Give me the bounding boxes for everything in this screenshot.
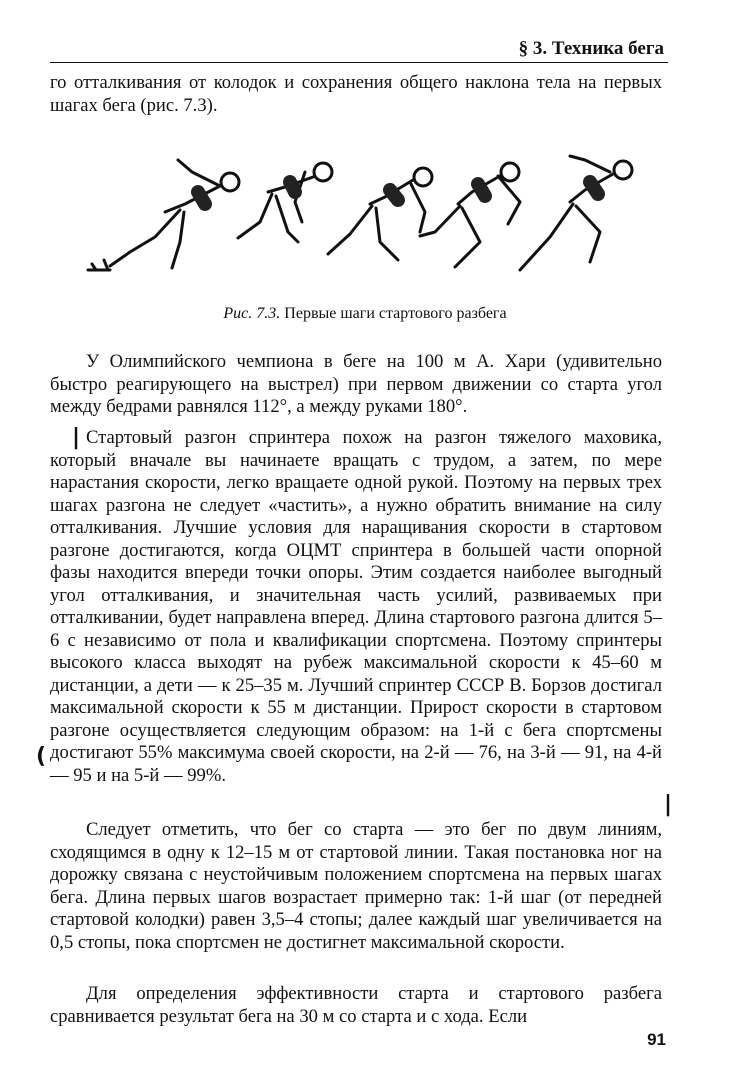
paragraph-continuation: го отталкивания от колодок и сохранения общего наклона тела на первых шагах бега (рис. 7.3).: [50, 72, 662, 116]
paragraph-hary: У Олимпийского чемпиона в беге на 100 м А. Хари (удивительно быстро реагирующего на выстрел) при первом движении со старта угол между бедрами равнялся 112°, а между руками 180°.: [50, 351, 662, 417]
figure-label: Рис. 7.3.: [223, 305, 281, 322]
section-title: § 3. Техника бега: [518, 38, 664, 59]
running-header: [50, 36, 668, 63]
runner-4-icon: [420, 163, 520, 267]
sprinter-start-figure: [80, 142, 660, 287]
runner-1-icon: [110, 160, 239, 268]
margin-paren-mark: (: [36, 744, 47, 769]
paragraph-efficiency: Для определения эффективности старта и стартового разбега сравнивается результат бега на 30 м со старта и с хода. Если: [50, 983, 662, 1027]
margin-bracket-mark: |: [72, 425, 81, 450]
margin-bracket-mark: |: [664, 792, 673, 817]
paragraph-acceleration: Стартовый разгон спринтера похож на разгон тяжелого маховика, который вначале вы начинаете вращать с трудом, а затем, по мере нарастания скорости, легко вращаете одной рукой. Поэтому на первых трех шагах разгона не следует «частить», а нужно обратить внимание на силу отталкивания. Лучшие условия для наращивания скорости в стартовом разгоне достигаются, когда ОЦМТ спринтера в большей части опорной фазы находится впереди точки опоры. Этим создается наиболее выгодный угол отталкивания, и значительная часть усилий, развиваемых при отталкивании, будет направлена вперед. Длина стартового разгона длится 5–6 с независимо от пола и квалификации спортсмена. Поэтому спринтеры высокого класса выходят на рубеж максимальной скорости к 45–60 м дистанции, а дети — к 25–35 м. Лучший спринтер СССР В. Борзов достигал максимальной скорости к 55 м дистанции. Прирост скорости в стартовом разгоне осуществляется следующим образом: на 1-й с бега спортсмены достигают 55% максимума своей скорости, на 2-й — 76, на 3-й — 91, на 4-й — 95 и на 5-й — 99%.: [50, 427, 662, 786]
starting-blocks-icon: [88, 260, 110, 270]
runner-5-icon: [520, 156, 632, 270]
paragraph-two-lines: Следует отметить, что бег со старта — это бег по двум линиям, сходящимся в одну к 12–15 м от стартовой линии. Такая постановка ног на дорожку связана с неустойчивым положением спортсмена на первых шагах бега. Длина первых шагов возрастает примерно так: 1-й шаг (от передней стартовой колодки) равен 3,5–4 стопы; далее каждый шаг увеличивается на 0,5 стопы, пока спортсмен не достигнет максимальной скорости.: [50, 819, 662, 953]
runner-2-icon: [238, 163, 332, 242]
figure-caption: [0, 305, 730, 323]
page-number: 91: [647, 1030, 666, 1049]
figure-caption-text: Первые шаги стартового разбега: [284, 305, 507, 322]
runner-3-icon: [328, 168, 432, 260]
